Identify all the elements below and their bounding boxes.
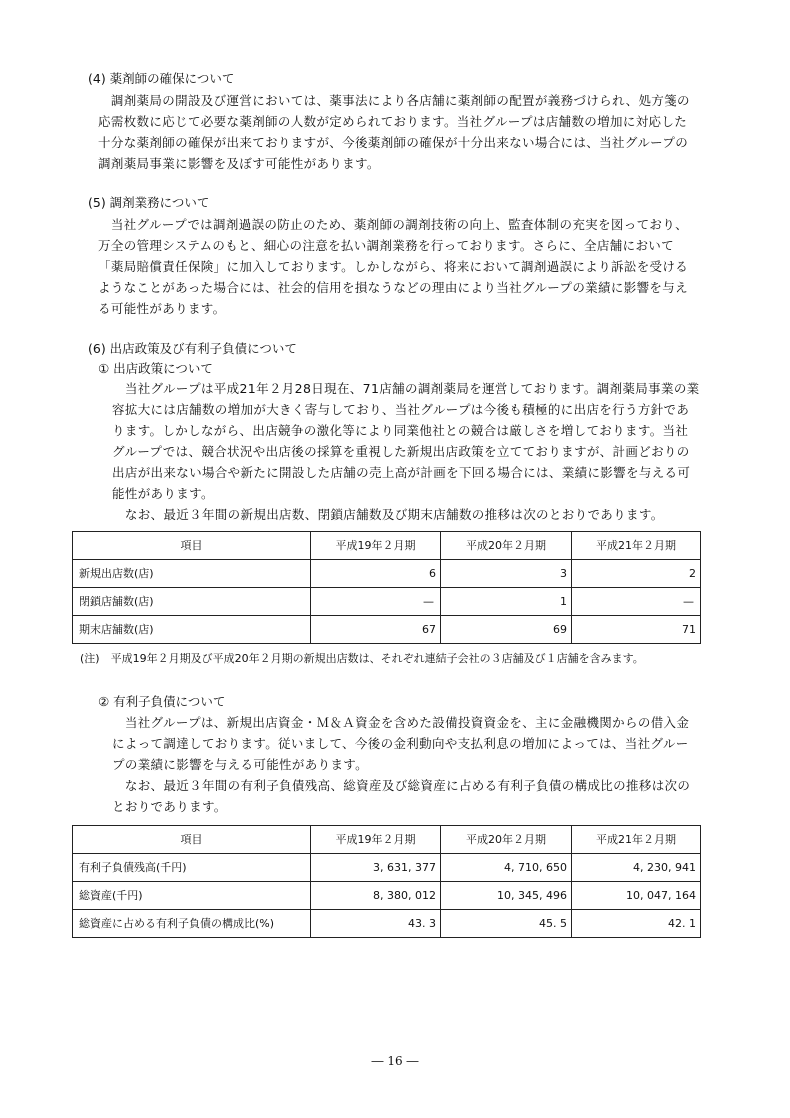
row-label: 新規出店数(店) bbox=[73, 560, 311, 588]
table-cell: 3 bbox=[441, 560, 572, 588]
table-row bbox=[73, 588, 701, 616]
text-line: とおりであります。 bbox=[112, 799, 227, 814]
column-header: 平成20年２月期 bbox=[441, 826, 572, 854]
text-line: 当社グループは平成21年２月28日現在、71店舗の調剤薬局を運営しております。調剤薬局事業の業 bbox=[112, 381, 700, 396]
column-header: 平成21年２月期 bbox=[572, 532, 701, 560]
table-row bbox=[73, 854, 701, 882]
row-label: 総資産に占める有利子負債の構成比(%) bbox=[73, 910, 311, 938]
table-cell: — bbox=[311, 588, 441, 616]
table-cell: 42. 1 bbox=[572, 910, 701, 938]
text-line: 出店が出来ない場合や新たに開設した店舗の売上高が計画を下回る場合には、業績に影響を与える可 bbox=[112, 465, 691, 480]
row-label: 期末店舗数(店) bbox=[73, 616, 311, 644]
text-line: 当社グループは、新規出店資金・Ｍ＆Ａ資金を含めた設備投資資金を、主に金融機関からの借入金 bbox=[112, 715, 690, 730]
column-header: 平成20年２月期 bbox=[441, 532, 572, 560]
table-cell: 1 bbox=[441, 588, 572, 616]
text-line: なお、最近３年間の新規出店数、閉鎖店舗数及び期末店舗数の推移は次のとおりであります。 bbox=[112, 507, 664, 522]
column-header: 項目 bbox=[73, 532, 311, 560]
text-line: 万全の管理システムのもと、細心の注意を払い調剤業務を行っております。さらに、全店舗において bbox=[98, 238, 675, 253]
text-line: 調剤薬局の開設及び運営においては、薬事法により各店舗に薬剤師の配置が義務づけられ、処方箋の bbox=[98, 93, 690, 108]
subsection-1-paragraph bbox=[112, 378, 700, 525]
table-cell: 10, 345, 496 bbox=[441, 882, 572, 910]
table-header-row bbox=[73, 532, 701, 560]
text-line: 容拡大には店舗数の増加が大きく寄与しており、当社グループは今後も積極的に出店を行う方針であ bbox=[112, 402, 690, 417]
table-cell: 8, 380, 012 bbox=[311, 882, 441, 910]
table-cell: 2 bbox=[572, 560, 701, 588]
table-cell: 4, 710, 650 bbox=[441, 854, 572, 882]
column-header: 平成19年２月期 bbox=[311, 532, 441, 560]
table-cell: 3, 631, 377 bbox=[311, 854, 441, 882]
interest-bearing-debt-table bbox=[72, 825, 701, 938]
text-line: 「薬局賠償責任保険」に加入しております。しかしながら、将来において調剤過誤により訴訟を受ける bbox=[98, 259, 689, 274]
column-header: 平成19年２月期 bbox=[311, 826, 441, 854]
section-5-paragraph bbox=[98, 214, 688, 319]
text-line: 十分な薬剤師の確保が出来ておりますが、今後薬剤師の確保が十分出来ない場合には、当社グループの bbox=[98, 135, 689, 150]
table-cell: 6 bbox=[311, 560, 441, 588]
table-row bbox=[73, 910, 701, 938]
text-line: 応需枚数に応じて必要な薬剤師の人数が定められております。当社グループは店舗数の増加に対応した bbox=[98, 114, 688, 129]
row-label: 有利子負債残高(千円) bbox=[73, 854, 311, 882]
table-footnote: (注) 平成19年２月期及び平成20年２月期の新規出店数は、それぞれ連結子会社の３店舗及び１店舗を含みます。 bbox=[80, 652, 644, 665]
table-cell: 67 bbox=[311, 616, 441, 644]
text-line: 調剤薬局事業に影響を及ぼす可能性があります。 bbox=[98, 156, 380, 171]
section-5-heading: (5) 調剤業務について bbox=[88, 195, 210, 210]
text-line: る可能性があります。 bbox=[98, 301, 226, 316]
table-cell: 4, 230, 941 bbox=[572, 854, 701, 882]
table-cell: — bbox=[572, 588, 701, 616]
table-cell: 45. 5 bbox=[441, 910, 572, 938]
subsection-2-paragraph bbox=[112, 712, 690, 817]
table-cell: 43. 3 bbox=[311, 910, 441, 938]
column-header: 平成21年２月期 bbox=[572, 826, 701, 854]
text-line: ります。しかしながら、出店競争の激化等により同業他社との競合は厳しさを増しております。当社 bbox=[112, 423, 689, 438]
table-row bbox=[73, 882, 701, 910]
table-header-row bbox=[73, 826, 701, 854]
page-number: ― 16 ― bbox=[371, 1054, 419, 1068]
table-row bbox=[73, 560, 701, 588]
section-6-heading: (6) 出店政策及び有利子負債について bbox=[88, 341, 297, 356]
text-line: によって調達しております。従いまして、今後の金利動向や支払利息の増加によっては、当社グルー bbox=[112, 736, 689, 751]
text-line: なお、最近３年間の有利子負債残高、総資産及び総資産に占める有利子負債の構成比の推移は次の bbox=[112, 778, 691, 793]
column-header: 項目 bbox=[73, 826, 311, 854]
section-4-heading: (4) 薬剤師の確保について bbox=[88, 71, 235, 86]
table-cell: 71 bbox=[572, 616, 701, 644]
subsection-1-heading: ① 出店政策について bbox=[98, 361, 213, 376]
table-cell: 69 bbox=[441, 616, 572, 644]
text-line: グループでは、競合状況や出店後の採算を重視した新規出店政策を立てておりますが、計画どおりの bbox=[112, 444, 690, 459]
table-row bbox=[73, 616, 701, 644]
text-line: ようなことがあった場合には、社会的信用を損なうなどの理由により当社グループの業績に影響を与え bbox=[98, 280, 688, 295]
table-cell: 10, 047, 164 bbox=[572, 882, 701, 910]
store-count-table bbox=[72, 531, 701, 644]
subsection-2-heading: ② 有利子負債について bbox=[98, 694, 226, 709]
section-4-paragraph bbox=[98, 90, 690, 174]
row-label: 閉鎖店舗数(店) bbox=[73, 588, 311, 616]
text-line: 能性があります。 bbox=[112, 486, 214, 501]
row-label: 総資産(千円) bbox=[73, 882, 311, 910]
text-line: 当社グループでは調剤過誤の防止のため、薬剤師の調剤技術の向上、監査体制の充実を図っており、 bbox=[98, 217, 688, 232]
text-line: プの業績に影響を与える可能性があります。 bbox=[112, 757, 369, 772]
